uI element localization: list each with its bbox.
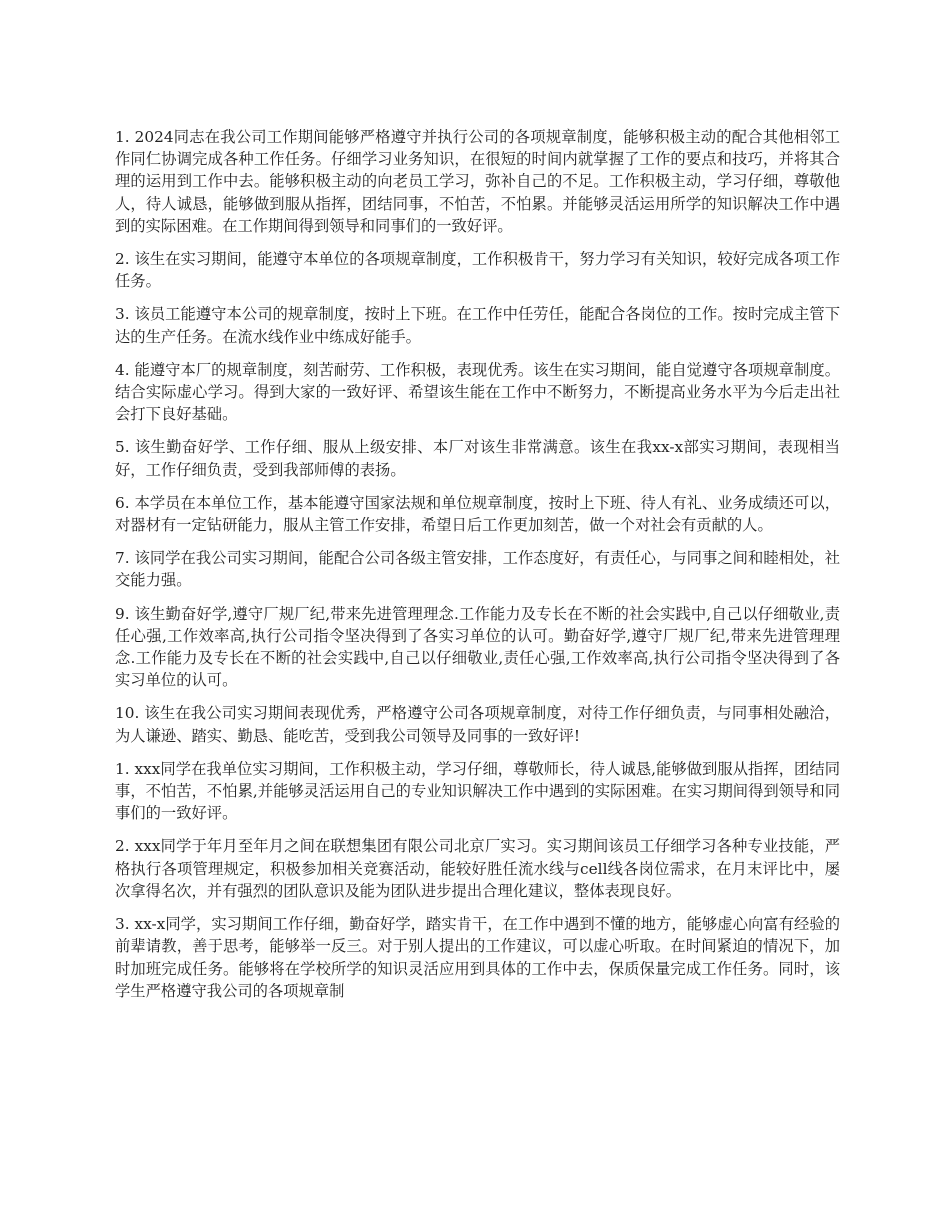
paragraph-3: 3. 该员工能遵守本公司的规章制度，按时上下班。在工作中任劳任，能配合各岗位的工作。按时完成主管下达的生产任务。在流水线作业中练成好能手。 [115,305,840,346]
document-body [115,126,840,1013]
paragraph-2: 2. 该生在实习期间，能遵守本单位的各项规章制度，工作积极肯干，努力学习有关知识，较好完成各项工作任务。 [115,250,840,291]
paragraph-7: 7. 该同学在我公司实习期间，能配合公司各级主管安排，工作态度好，有责任心，与同事之间和睦相处，社交能力强。 [115,549,840,590]
paragraph-second-1: 1. xxx同学在我单位实习期间，工作积极主动，学习仔细，尊敬师长，待人诚恳,能够做到服从指挥，团结同事，不怕苦，不怕累,并能够灵活运用自己的专业知识解决工作中遇到的实际困难。在实习期间得到领导和同事们的一致好评。 [115,759,840,823]
paragraph-6: 6. 本学员在本单位工作，基本能遵守国家法规和单位规章制度，按时上下班、待人有礼、业务成绩还可以，对器材有一定钻研能力，服从主管工作安排，希望日后工作更加刻苦，做一个对社会有贡献的人。 [115,493,840,535]
paragraph-second-3: 3. xx-x同学，实习期间工作仔细，勤奋好学，踏实肯干，在工作中遇到不懂的地方，能够虚心向富有经验的前辈请教，善于思考，能够举一反三。对于别人提出的工作建议，可以虚心听取。在时间紧迫的情况下，加时加班完成任务。能够将在学校所学的知识灵活应用到具体的工作中去，保质保量完成工作任务。同时，该学生严格遵守我公司的各项规章制 [115,915,840,1000]
paragraph-4: 4. 能遵守本厂的规章制度，刻苦耐劳、工作积极，表现优秀。该生在实习期间，能自觉遵守各项规章制度。结合实际虚心学习。得到大家的一致好评、希望该生能在工作中不断努力，不断提高业务水平为今后走出社会打下良好基础。 [115,360,840,424]
paragraph-1: 1. 2024同志在我公司工作期间能够严格遵守并执行公司的各项规章制度，能够积极主动的配合其他相邻工作同仁协调完成各种工作任务。仔细学习业务知识，在很短的时间内就掌握了工作的要点和技巧，并将其合理的运用到工作中去。能够积极主动的向老员工学习，弥补自己的不足。工作积极主动，学习仔细，尊敬他人，待人诚恳，能够做到服从指挥，团结同事，不怕苦，不怕累。并能够灵活运用所学的知识解决工作中遇到的实际困难。在工作期间得到领导和同事们的一致好评。 [115,128,840,235]
paragraph-9: 9. 该生勤奋好学,遵守厂规厂纪,带来先进管理理念.工作能力及专长在不断的社会实践中,自己以仔细敬业,责任心强,工作效率高,执行公司指令坚决得到了各实习单位的认可。勤奋好学,遵守厂规厂纪,带来先进管理理念.工作能力及专长在不断的社会实践中,自己以仔细敬业,责任心强,工作效率高,执行公司指令坚决得到了各实习单位的认可。 [115,604,840,690]
paragraph-second-2: 2. xxx同学于年月至年月之间在联想集团有限公司北京厂实习。实习期间该员工仔细学习各种专业技能，严格执行各项管理规定，积极参加相关竞赛活动，能较好胜任流水线与cell线各岗位需求，在月末评比中，屡次拿得名次，并有强烈的团队意识及能为团队进步提出合理化建议，整体表现良好。 [115,837,840,900]
paragraph-5: 5. 该生勤奋好学、工作仔细、服从上级安排、本厂对该生非常满意。该生在我xx-x部实习期间，表现相当好，工作仔细负责，受到我部师傅的表扬。 [115,438,840,479]
paragraph-10: 10. 该生在我公司实习期间表现优秀，严格遵守公司各项规章制度，对待工作仔细负责，与同事相处融洽，为人谦逊、踏实、勤恳、能吃苦，受到我公司领导及同事的一致好评! [115,704,840,745]
